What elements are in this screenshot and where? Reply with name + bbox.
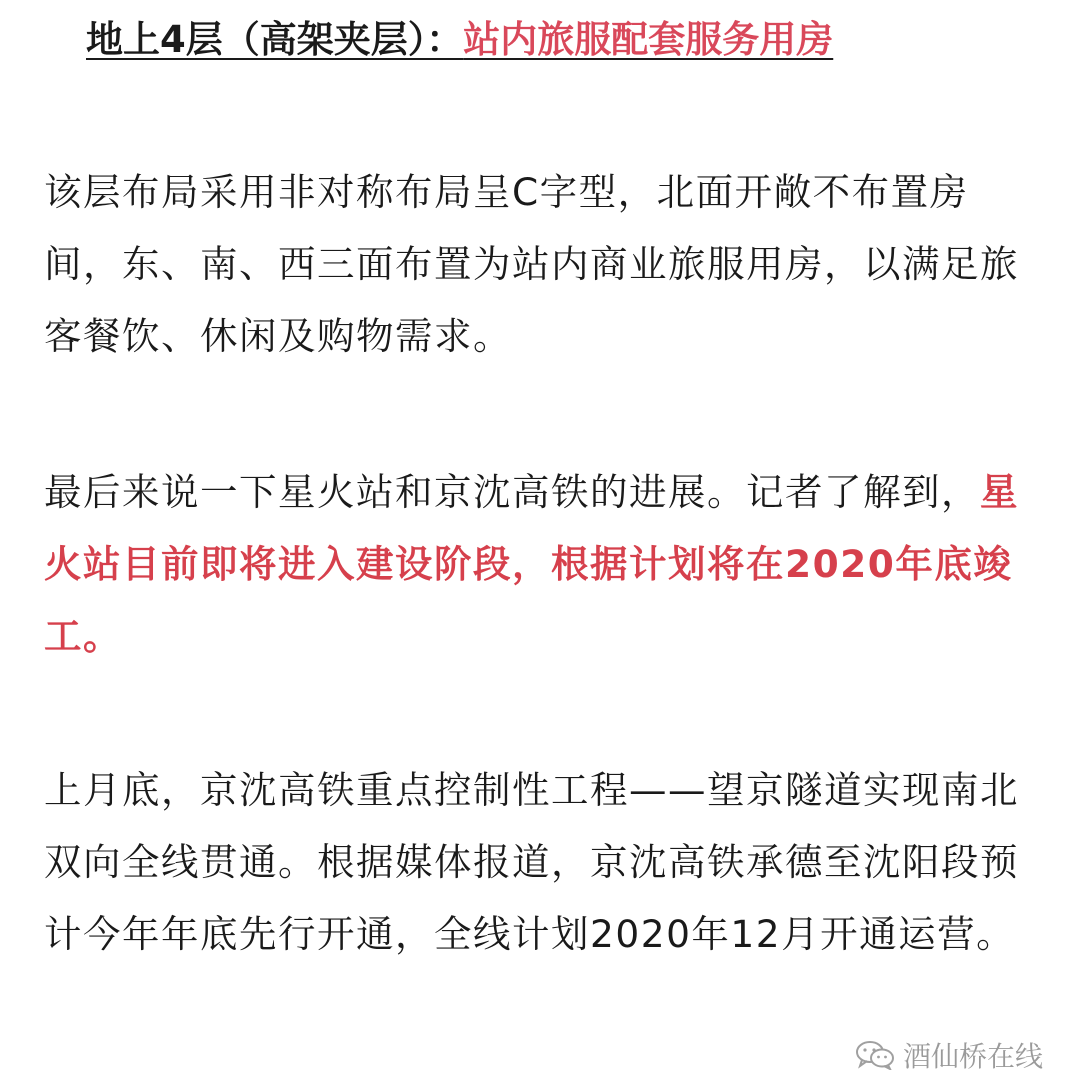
watermark [855,1035,1043,1075]
heading-prefix: 地上4层（高架夹层）： [86,18,464,61]
wechat-icon [855,1040,895,1070]
paragraph-station-highlight: 星火站目前即将进入建设阶段，根据计划将在2020年底竣工。 [44,470,1019,658]
paragraph-station-intro: 最后来说一下星火站和京沈高铁的进展。记者了解到， [44,470,980,514]
heading-highlight: 站内旅服配套服务用房 [463,18,834,61]
watermark-text: 酒仙桥在线 [902,1040,1043,1073]
section-heading [86,14,833,66]
paragraph-layout-description: 该层布局采用非对称布局呈C字型，北面开敞不布置房间，东、南、西三面布置为站内商业旅服用房，以满足旅客餐饮、休闲及购物需求。 [44,170,1019,358]
paragraph-station-progress [44,456,1036,672]
paragraph-railway-progress: 上月底，京沈高铁重点控制性工程——望京隧道实现南北双向全线贯通。根据媒体报道，京沈高铁承德至沈阳段预计今年年底先行开通，全线计划2020年12月开通运营。 [44,768,1019,956]
